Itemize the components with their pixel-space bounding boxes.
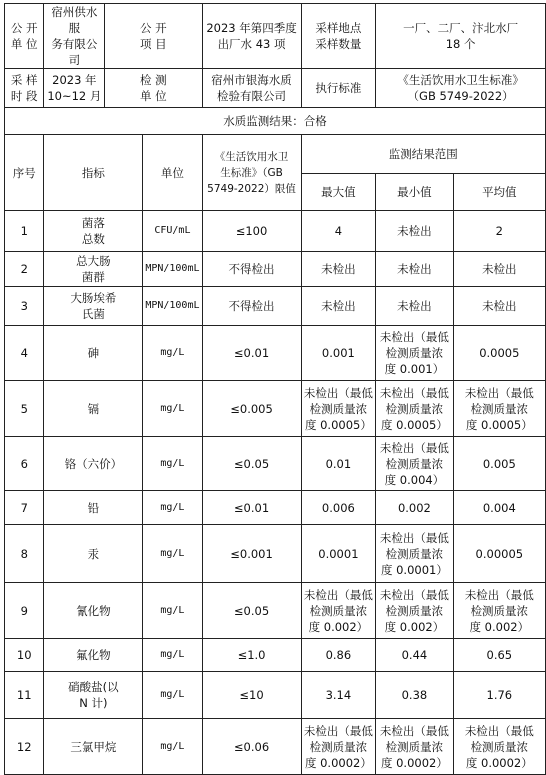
header-range: 监测结果范围 xyxy=(301,135,545,174)
header-unit: 单位 xyxy=(143,135,202,211)
row-unit: CFU/mL xyxy=(143,211,202,252)
table-row xyxy=(5,287,546,326)
row-limit: ≤0.05 xyxy=(202,437,301,491)
row-no: 4 xyxy=(5,326,44,381)
data-rows xyxy=(5,211,546,775)
row-item: 硝酸盐(以 N 计) xyxy=(44,672,143,719)
row-no: 3 xyxy=(5,287,44,326)
row-item: 大肠埃希 氏菌 xyxy=(44,287,143,326)
row-limit: ≤10 xyxy=(202,672,301,719)
row-avg: 0.005 xyxy=(453,437,545,491)
row-max: 未检出（最低 检测质量浓 度 0.002） xyxy=(301,583,376,639)
row-avg: 0.65 xyxy=(453,639,545,672)
row-max: 未检出 xyxy=(301,287,376,326)
row-min: 0.44 xyxy=(376,639,453,672)
row-max: 0.001 xyxy=(301,326,376,381)
row-unit: mg/L xyxy=(143,639,202,672)
row-limit: ≤0.005 xyxy=(202,381,301,437)
row-min: 未检出 xyxy=(376,252,453,287)
table-row xyxy=(5,326,546,381)
row-min: 未检出（最低 检测质量浓 度 0.0002） xyxy=(376,719,453,775)
row-limit: ≤1.0 xyxy=(202,639,301,672)
row-avg: 0.0005 xyxy=(453,326,545,381)
row-avg: 1.76 xyxy=(453,672,545,719)
row-avg: 未检出（最低 检测质量浓 度 0.002） xyxy=(453,583,545,639)
row-max: 4 xyxy=(301,211,376,252)
water-quality-report xyxy=(4,3,546,775)
header-limit: 《生活饮用水卫 生标准》（GB 5749-2022）限值 xyxy=(202,135,301,211)
row-limit: ≤0.01 xyxy=(202,491,301,525)
row-max: 0.86 xyxy=(301,639,376,672)
row-limit: ≤0.01 xyxy=(202,326,301,381)
standard-value: 《生活饮用水卫生标准》 （GB 5749-2022） xyxy=(376,69,546,108)
row-min: 未检出 xyxy=(376,287,453,326)
row-limit: ≤0.06 xyxy=(202,719,301,775)
publisher-value: 宿州供水服 务有限公司 xyxy=(44,4,105,69)
row-item: 氟化物 xyxy=(44,639,143,672)
row-no: 6 xyxy=(5,437,44,491)
row-no: 5 xyxy=(5,381,44,437)
report-table xyxy=(4,3,546,775)
row-avg: 2 xyxy=(453,211,545,252)
table-row xyxy=(5,437,546,491)
row-limit: ≤0.05 xyxy=(202,583,301,639)
row-min: 0.002 xyxy=(376,491,453,525)
site-label: 采样地点 采样数量 xyxy=(301,4,376,69)
row-max: 未检出（最低 检测质量浓 度 0.0002） xyxy=(301,719,376,775)
project-value: 2023 年第四季度 出厂水 43 项 xyxy=(202,4,301,69)
meta-row-2 xyxy=(5,69,546,108)
row-max: 0.0001 xyxy=(301,525,376,583)
header-item: 指标 xyxy=(44,135,143,211)
row-item: 总大肠 菌群 xyxy=(44,252,143,287)
row-min: 未检出（最低 检测质量浓 度 0.004） xyxy=(376,437,453,491)
row-avg: 未检出（最低 检测质量浓 度 0.0002） xyxy=(453,719,545,775)
row-min: 未检出 xyxy=(376,211,453,252)
meta-row-1 xyxy=(5,4,546,69)
table-row xyxy=(5,672,546,719)
row-no: 2 xyxy=(5,252,44,287)
header-no: 序号 xyxy=(5,135,44,211)
table-row xyxy=(5,719,546,775)
row-no: 11 xyxy=(5,672,44,719)
row-no: 1 xyxy=(5,211,44,252)
row-unit: mg/L xyxy=(143,583,202,639)
row-limit: ≤100 xyxy=(202,211,301,252)
row-item: 三氯甲烷 xyxy=(44,719,143,775)
row-avg: 未检出（最低 检测质量浓 度 0.0005） xyxy=(453,381,545,437)
table-row xyxy=(5,211,546,252)
row-no: 10 xyxy=(5,639,44,672)
row-unit: mg/L xyxy=(143,525,202,583)
row-avg: 未检出 xyxy=(453,287,545,326)
row-unit: mg/L xyxy=(143,326,202,381)
row-item: 汞 xyxy=(44,525,143,583)
row-item: 氰化物 xyxy=(44,583,143,639)
row-item: 镉 xyxy=(44,381,143,437)
lab-value: 宿州市银海水质 检验有限公司 xyxy=(202,69,301,108)
row-unit: MPN/100mL xyxy=(143,287,202,326)
header-avg: 平均值 xyxy=(453,174,545,211)
period-value: 2023 年 10~12 月 xyxy=(44,69,105,108)
table-row xyxy=(5,525,546,583)
row-min: 未检出（最低 检测质量浓 度 0.0001） xyxy=(376,525,453,583)
row-limit: ≤0.001 xyxy=(202,525,301,583)
header-row-1 xyxy=(5,135,546,174)
row-avg: 0.004 xyxy=(453,491,545,525)
row-unit: mg/L xyxy=(143,381,202,437)
result-row xyxy=(5,108,546,135)
table-row xyxy=(5,583,546,639)
row-max: 0.006 xyxy=(301,491,376,525)
table-row xyxy=(5,381,546,437)
table-row xyxy=(5,639,546,672)
row-min: 未检出（最低 检测质量浓 度 0.002） xyxy=(376,583,453,639)
row-avg: 未检出 xyxy=(453,252,545,287)
table-row xyxy=(5,491,546,525)
publisher-label: 公 开 单 位 xyxy=(5,4,44,69)
standard-label: 执行标准 xyxy=(301,69,376,108)
row-limit: 不得检出 xyxy=(202,287,301,326)
row-item: 铅 xyxy=(44,491,143,525)
row-max: 0.01 xyxy=(301,437,376,491)
row-item: 铬（六价） xyxy=(44,437,143,491)
row-item: 砷 xyxy=(44,326,143,381)
row-no: 9 xyxy=(5,583,44,639)
project-label: 公 开 项 目 xyxy=(105,4,202,69)
table-row xyxy=(5,252,546,287)
row-limit: 不得检出 xyxy=(202,252,301,287)
row-unit: mg/L xyxy=(143,719,202,775)
row-max: 未检出 xyxy=(301,252,376,287)
row-max: 未检出（最低 检测质量浓 度 0.0005） xyxy=(301,381,376,437)
lab-label: 检 测 单 位 xyxy=(105,69,202,108)
row-unit: mg/L xyxy=(143,437,202,491)
row-min: 未检出（最低 检测质量浓 度 0.0005） xyxy=(376,381,453,437)
row-max: 3.14 xyxy=(301,672,376,719)
row-no: 7 xyxy=(5,491,44,525)
row-no: 12 xyxy=(5,719,44,775)
header-min: 最小值 xyxy=(376,174,453,211)
site-value: 一厂、二厂、汴北水厂 18 个 xyxy=(376,4,546,69)
row-unit: mg/L xyxy=(143,491,202,525)
row-item: 菌落 总数 xyxy=(44,211,143,252)
period-label: 采 样 时 段 xyxy=(5,69,44,108)
row-avg: 0.00005 xyxy=(453,525,545,583)
result-line: 水质监测结果：合格 xyxy=(5,108,546,135)
row-unit: MPN/100mL xyxy=(143,252,202,287)
header-max: 最大值 xyxy=(301,174,376,211)
row-no: 8 xyxy=(5,525,44,583)
row-min: 未检出（最低 检测质量浓 度 0.001） xyxy=(376,326,453,381)
row-unit: mg/L xyxy=(143,672,202,719)
row-min: 0.38 xyxy=(376,672,453,719)
